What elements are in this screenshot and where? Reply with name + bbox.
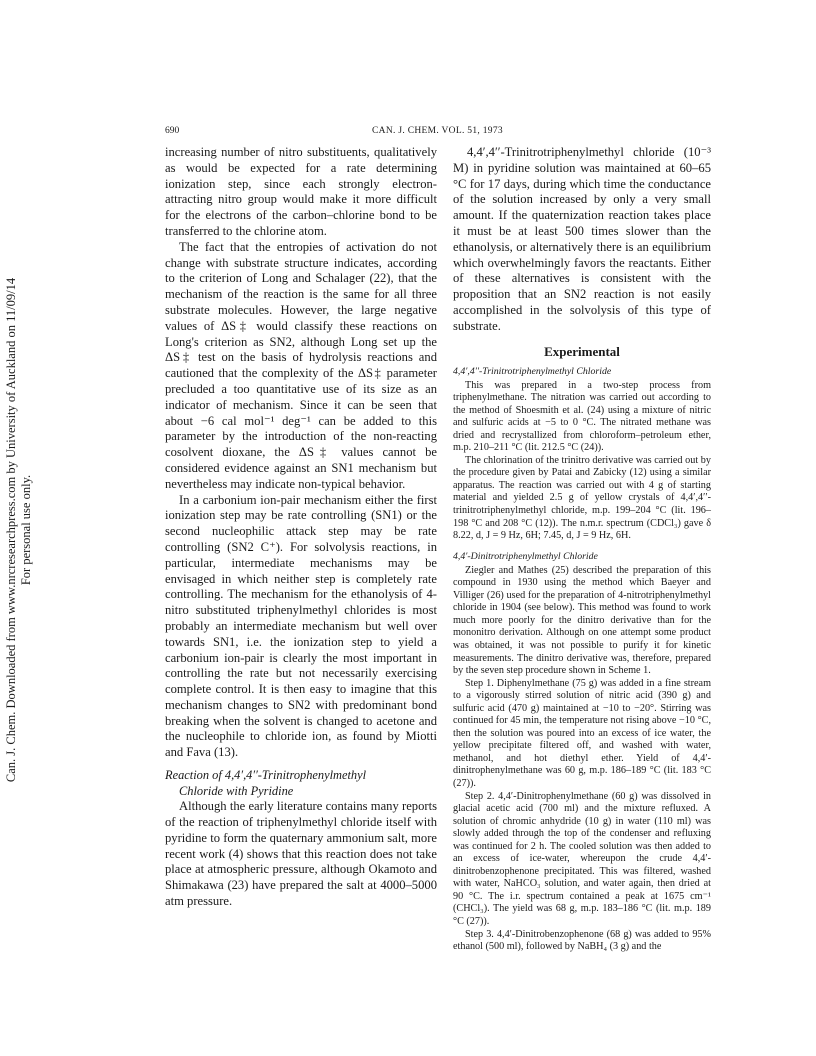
right-column: [453, 145, 711, 954]
page-header: [165, 126, 710, 142]
procedure-step: Step 3. 4,4′-Dinitrobenzophenone (68 g) was added to 95% ethanol (500 ml), followed by NaBH₄ (3 g) and the: [453, 928, 711, 953]
download-watermark: [4, 150, 38, 910]
subsection-heading: 4,4′,4′′-Trinitrotriphenylmethyl Chloride: [453, 365, 612, 377]
left-column: [165, 145, 437, 910]
page-number: 690: [165, 126, 180, 136]
paragraph: Although the early literature contains many reports of the reaction of triphenylmethyl chloride itself with pyridine to form the quaternary ammonium salt, more recent work (4) shows that this reaction does not take place at atmospheric pressure, although Okamoto and Shimakawa (23) have prepared the salt at 4000–5000 atm pressure.: [165, 799, 437, 909]
paragraph: increasing number of nitro substituents, qualitatively as would be expected for a rate determining ionization step, since each strongly electron-attracting nitro group would make it more difficult for the electrons of the carbon–chlorine bond to be transferred to the chlorine atom.: [165, 145, 437, 238]
section-heading-pyridine: [165, 768, 437, 799]
watermark-line-1: Can. J. Chem. Downloaded from www.nrcresearchpress.com by University of Auckland on 11/09/14: [4, 277, 18, 783]
paragraph: The fact that the entropies of activation do not change with substrate structure indicates, according to the criterion of Long and Schalager (22), that the mechanism of the reaction is the same for all three substrate molecules. However, the large negative values of ΔS‡ would classify these reactions on Long's criterion as SN2, although Long set up the ΔS‡ test on the basis of hydrolysis reactions and cautioned that the complexity of the ΔS‡ parameter precluded a too quantitative use of its size as an indicator of mechanism. Since it can be seen that about −6 cal mol⁻¹ deg⁻¹ can be added to this parameter by the introduction of the non-reacting cosolvent dioxane, the ΔS‡ values cannot be considered evidence against an SN1 mechanism but nevertheless may indicate non-typical behavior.: [165, 239, 437, 491]
subsection-heading: 4,4′-Dinitrotriphenylmethyl Chloride: [453, 550, 598, 562]
paragraph: Ziegler and Mathes (25) described the preparation of this compound in 1930 using the method which Baeyer and Villiger (26) used for the preparation of 4-nitrotriphenylmethyl chloride in 1904 (see below). This method was found to work much more poorly for the dinitro derivative than for the mononitro derivation. Although on one attempt some product was obtained, it was not possible to purify it for kinetic measurements. The dinitro derivative was, therefore, prepared by the seven step procedure shown in Scheme 1.: [453, 564, 711, 677]
heading-line: Chloride with Pyridine: [179, 783, 294, 798]
running-head: CAN. J. CHEM. VOL. 51, 1973: [372, 126, 503, 136]
procedure-step: Step 1. Diphenylmethane (75 g) was added in a fine stream to a vigorously stirred solution of nitric acid (390 g) and sulfuric acid (470 g) maintained at −10 to −20°. Stirring was continued for 45 min, the temperature not rising above −10 °C, then the solution was poured into an excess of ice water, the yellow precipitate filtered off, and washed with water, methanol, and hot diethyl ether. Yield of 4,4′-dinitrophenylmethane was 60 g, m.p. 186–189 °C (lit. 183 °C (27)).: [453, 677, 711, 789]
paragraph: 4,4′,4′′-Trinitrotriphenylmethyl chloride (10⁻³ M) in pyridine solution was maintained at 60–65 °C for 17 days, during which time the conductance of the solution increased by only a very small amount. If the quaternization reaction takes place it must be at least 500 times slower than the ethanolysis, or alternatively there is an equilibrium which overwhelmingly favors the reactants. Either of these alternatives is consistent with the proposition that an SN2 reaction is not easily accomplished in the solvolysis of this type of substrate.: [453, 145, 711, 333]
experimental-heading: Experimental: [544, 343, 620, 359]
watermark-line-2: For personal use only.: [19, 474, 33, 586]
heading-line: Reaction of 4,4′,4′′-Trinitrophenylmethyl: [165, 768, 367, 783]
paragraph: This was prepared in a two-step process from triphenylmethane. The nitration was carried out according to the method of Shoesmith et al. (24) using a mixture of nitric and sulfuric acids at −5 to 0 °C. The nitrated methane was dried and recrystallized from chloroform–petroleum ether, m.p. 210–211 °C (lit. 212.5 °C (24)).: [453, 379, 711, 454]
paragraph: The chlorination of the trinitro derivative was carried out by the procedure given by Patai and Zabicky (12) using a similar apparatus. The reaction was carried out with 4 g of starting material and yielded 2.5 g of yellow crystals of 4,4′,4′′-trinitrotriphenylmethyl chloride, m.p. 199–204 °C (lit. 196–198 °C and 208 °C (12)). The n.m.r. spectrum (CDCl₃) gave δ 8.22, d, J = 9 Hz, 6H; 7.45, d, J = 9 Hz, 6H.: [453, 454, 711, 542]
procedure-step: Step 2. 4,4′-Dinitrophenylmethane (60 g) was dissolved in glacial acetic acid (700 ml) and the mixture refluxed. A solution of chromic anhydride (10 g) in water (110 ml) was slowly added through the top of the condenser and refluxing was continued for 2 h. The cooled solution was then added to an excess of ice-water, whereupon the crude 4,4′-dinitrobenzophenone precipitated. This was filtered, washed with water, NaHCO₃ solution, and water again, then dried at 90 °C. The i.r. spectrum contained a peak at 1675 cm⁻¹ (CHCl₃). The yield was 68 g, m.p. 183–186 °C (lit. m.p. 189 °C (27)).: [453, 790, 711, 927]
paragraph: In a carbonium ion-pair mechanism either the first ionization step may be rate controlling (SN1) or the second nucleophilic attack step may be rate controlling (SN2 C⁺). For solvolysis reactions, in particular, intermediate mechanisms may be envisaged in which neither step is completely rate controlling. The mechanism for the ethanolysis of 4-nitro substituted triphenylmethyl chlorides is most probably an intermediate mechanism but well over towards SN1, i.e. the ionization step to yield a carbonium ion-pair is clearly the most important in controlling the rate but not necessarily exercising complete control. It is then easy to imagine that this mechanism changes to SN2 with predominant bond breaking when the solvent is changed to acetone and the nucleophile to chloride ion, as found by Miotti and Fava (13).: [165, 492, 437, 760]
